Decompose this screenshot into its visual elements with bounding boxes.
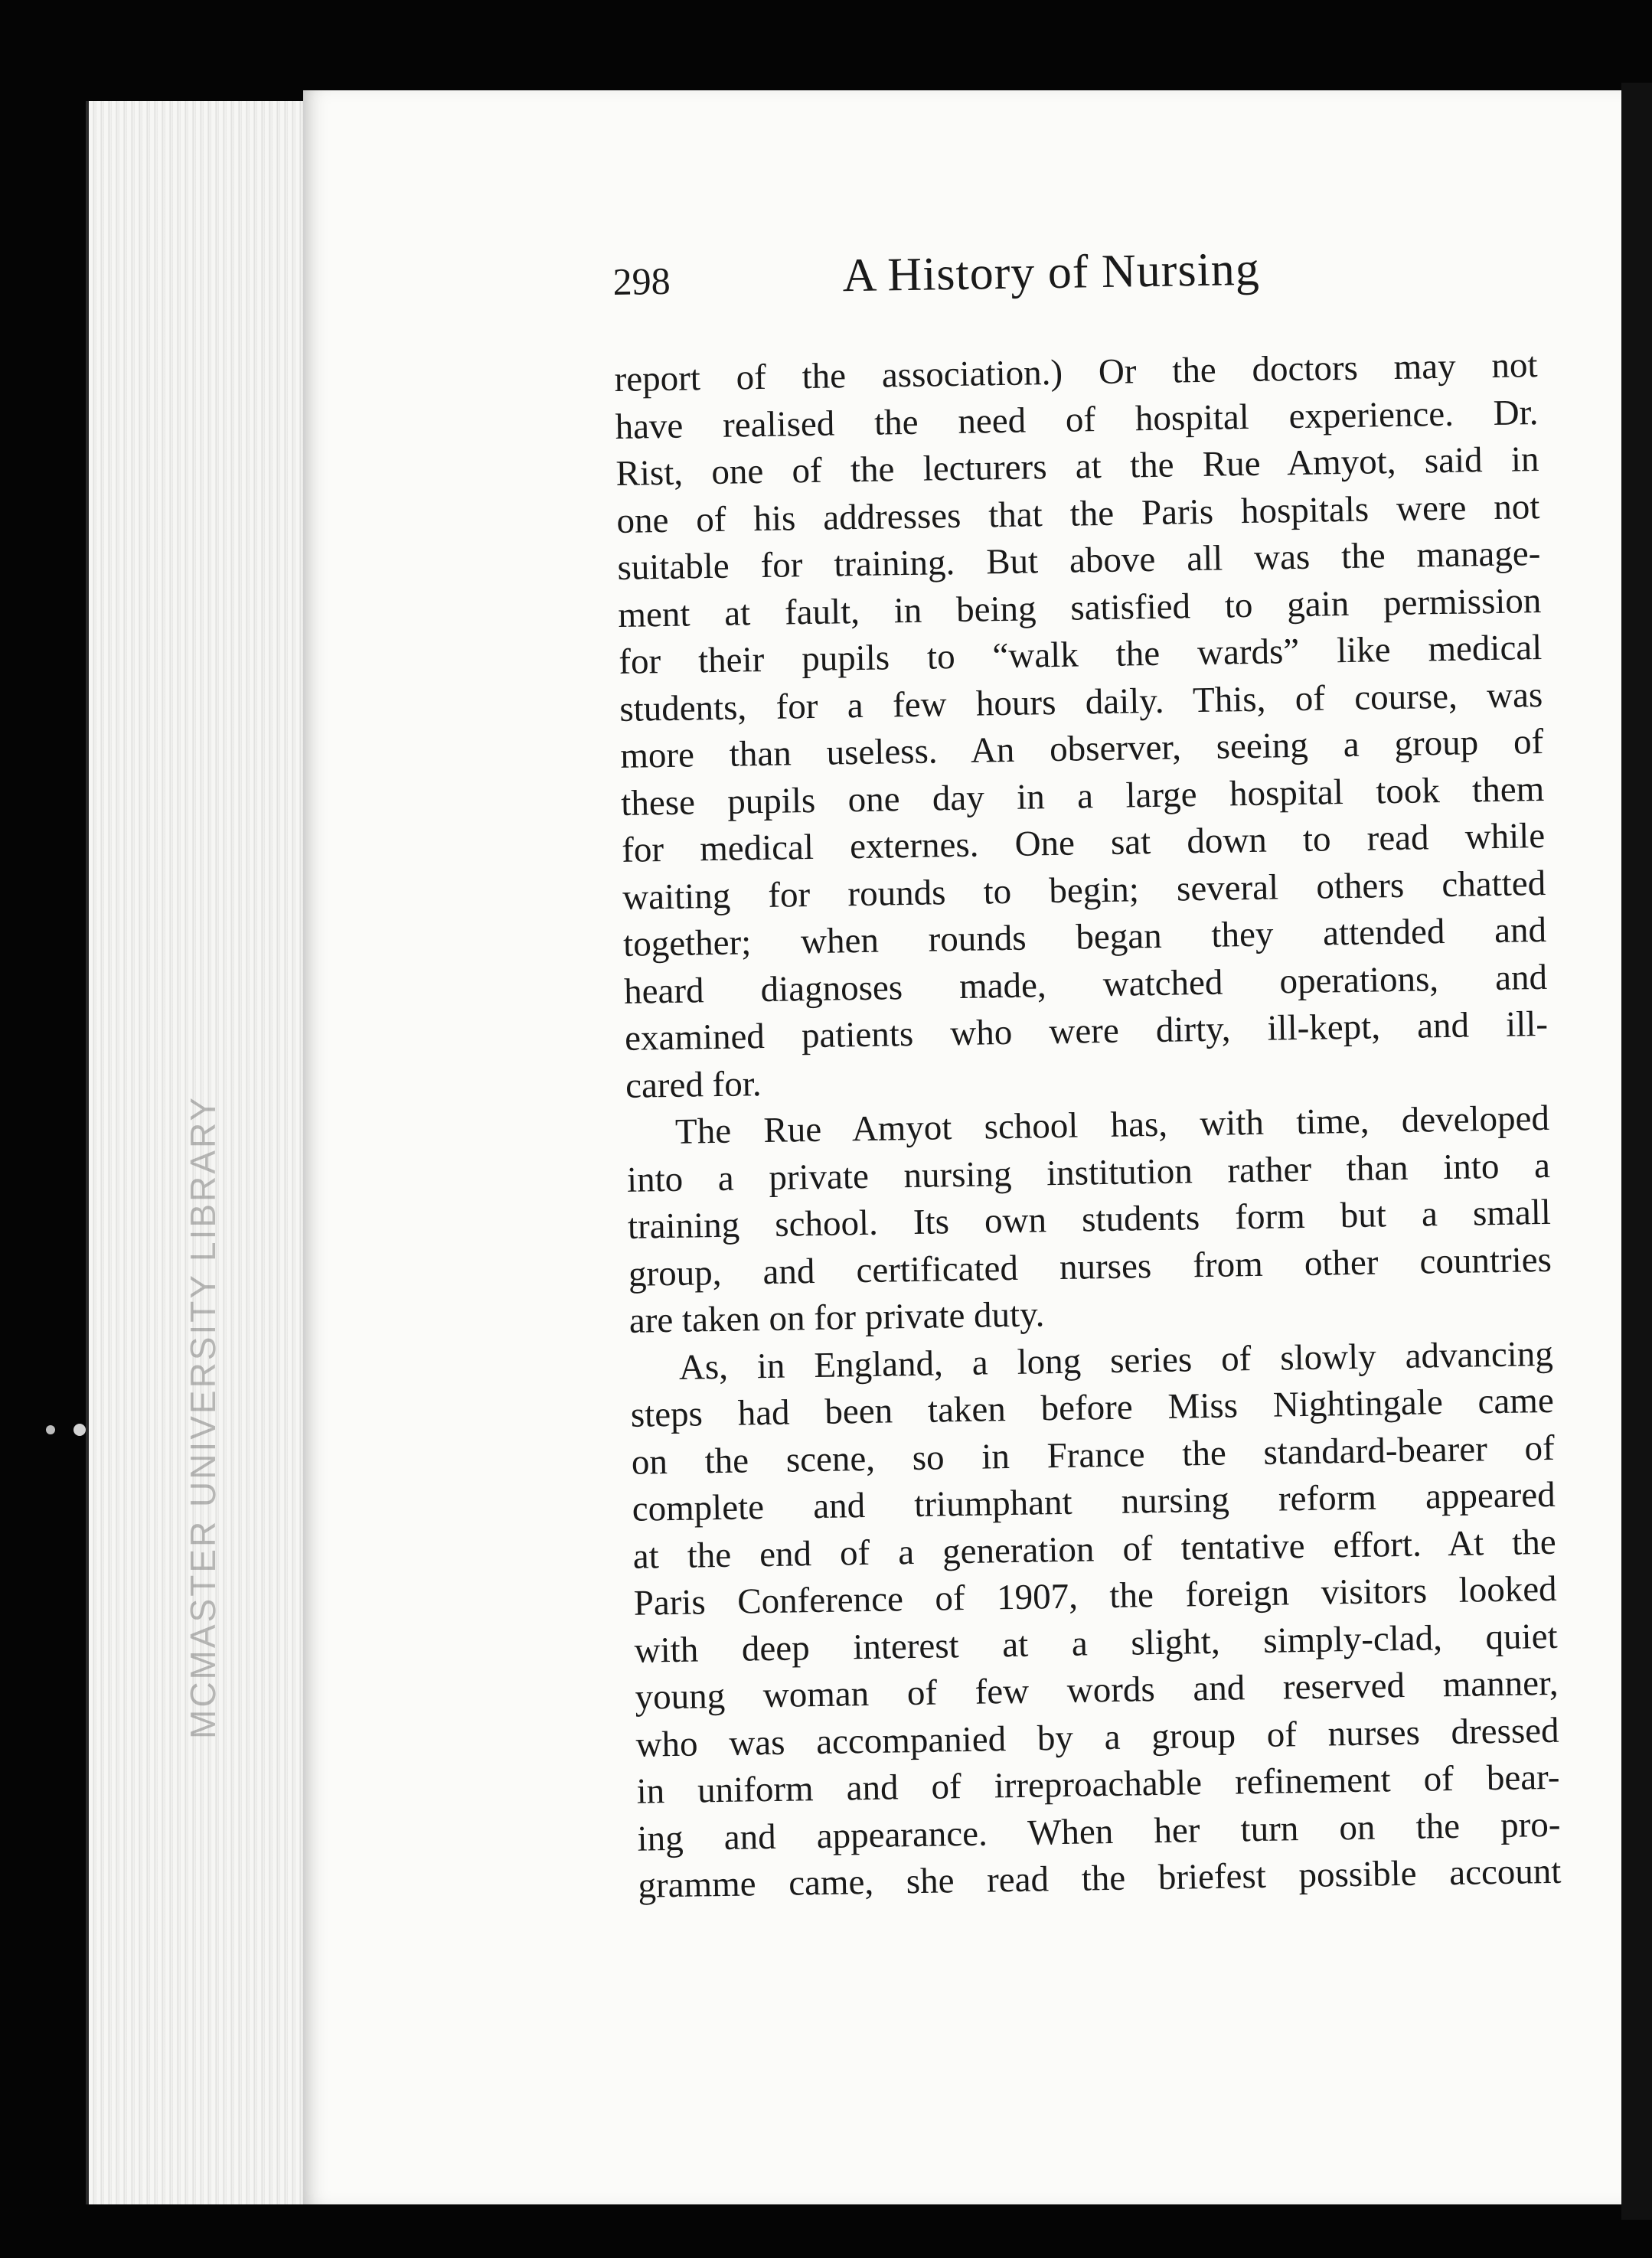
text-line: together; when rounds began they attended and [622, 909, 1547, 964]
page-edges-stack [86, 101, 326, 2204]
paragraph-1 [614, 342, 1549, 1110]
text-line: heard diagnoses made, watched operations, and [623, 957, 1548, 1012]
text-line: one of his addresses that the Paris hospitals were not [616, 486, 1540, 541]
binding-edge [1621, 83, 1652, 2220]
text-line: training school. Its own students form but a small [627, 1192, 1552, 1247]
text-line: ment at fault, in being satisfied to gain permission [618, 580, 1542, 635]
text-line: The Rue Amyot school has, with time, developed [674, 1098, 1550, 1152]
text-line: more than useless. An observer, seeing a group of [619, 721, 1544, 776]
text-line: have realised the need of hospital experience. Dr. [615, 392, 1539, 447]
paragraph-3 [629, 1330, 1561, 1910]
text-line: gramme came, she read the briefest possible account [638, 1851, 1562, 1906]
text-line: for medical externes. One sat down to read while [621, 815, 1546, 870]
text-line: steps had been taken before Miss Nightingale came [630, 1380, 1555, 1435]
text-line: examined patients who were dirty, ill-kept, and ill- [624, 1003, 1549, 1059]
text-line: at the end of a generation of tentative effort. At the [632, 1522, 1557, 1577]
text-line: on the scene, so in France the standard-bearer of [631, 1428, 1556, 1483]
text-line: Paris Conference of 1907, the foreign visitors looked [633, 1568, 1557, 1623]
text-line: suitable for training. But above all was the manage- [617, 534, 1541, 588]
running-head [612, 238, 1536, 323]
scan-speck [46, 1425, 55, 1434]
library-stamp: MCMASTER UNIVERSITY LIBRARY [183, 1095, 223, 1739]
paragraph-2 [626, 1095, 1553, 1345]
text-line: waiting for rounds to begin; several others chatted [622, 863, 1546, 918]
text-line: young woman of few words and reserved manner, [635, 1663, 1559, 1718]
scan-speck [73, 1424, 86, 1436]
text-line: who was accompanied by a group of nurses dressed [635, 1710, 1559, 1765]
text-line: into a private nursing institution rather than into a [626, 1145, 1551, 1200]
text-line: cared for. [625, 1063, 762, 1106]
text-line: Rist, one of the lecturers at the Rue Amyot, said in [615, 439, 1539, 494]
text-line: for their pupils to “walk the wards” like medical [618, 627, 1543, 682]
text-line: report of the association.) Or the doctors may not [614, 345, 1538, 400]
text-line: in uniform and of irreproachable refinement of bear- [636, 1757, 1560, 1812]
text-line: ing and appearance. When her turn on the pro- [637, 1804, 1561, 1859]
text-line: these pupils one day in a large hospital took them [620, 768, 1545, 824]
text-line: As, in England, a long series of slowly advancing [678, 1333, 1554, 1388]
text-line: students, for a few hours daily. This, of course, was [619, 674, 1543, 729]
page-number: 298 [612, 259, 671, 303]
page-text [612, 238, 1562, 1910]
text-line: complete and triumphant nursing reform appeared [632, 1474, 1556, 1529]
book-title: A History of Nursing [841, 243, 1261, 302]
text-line: group, and certificated nurses from other countries [628, 1239, 1552, 1294]
text-line: with deep interest at a slight, simply-clad, quiet [634, 1616, 1558, 1671]
text-line: are taken on for private duty. [628, 1294, 1045, 1341]
